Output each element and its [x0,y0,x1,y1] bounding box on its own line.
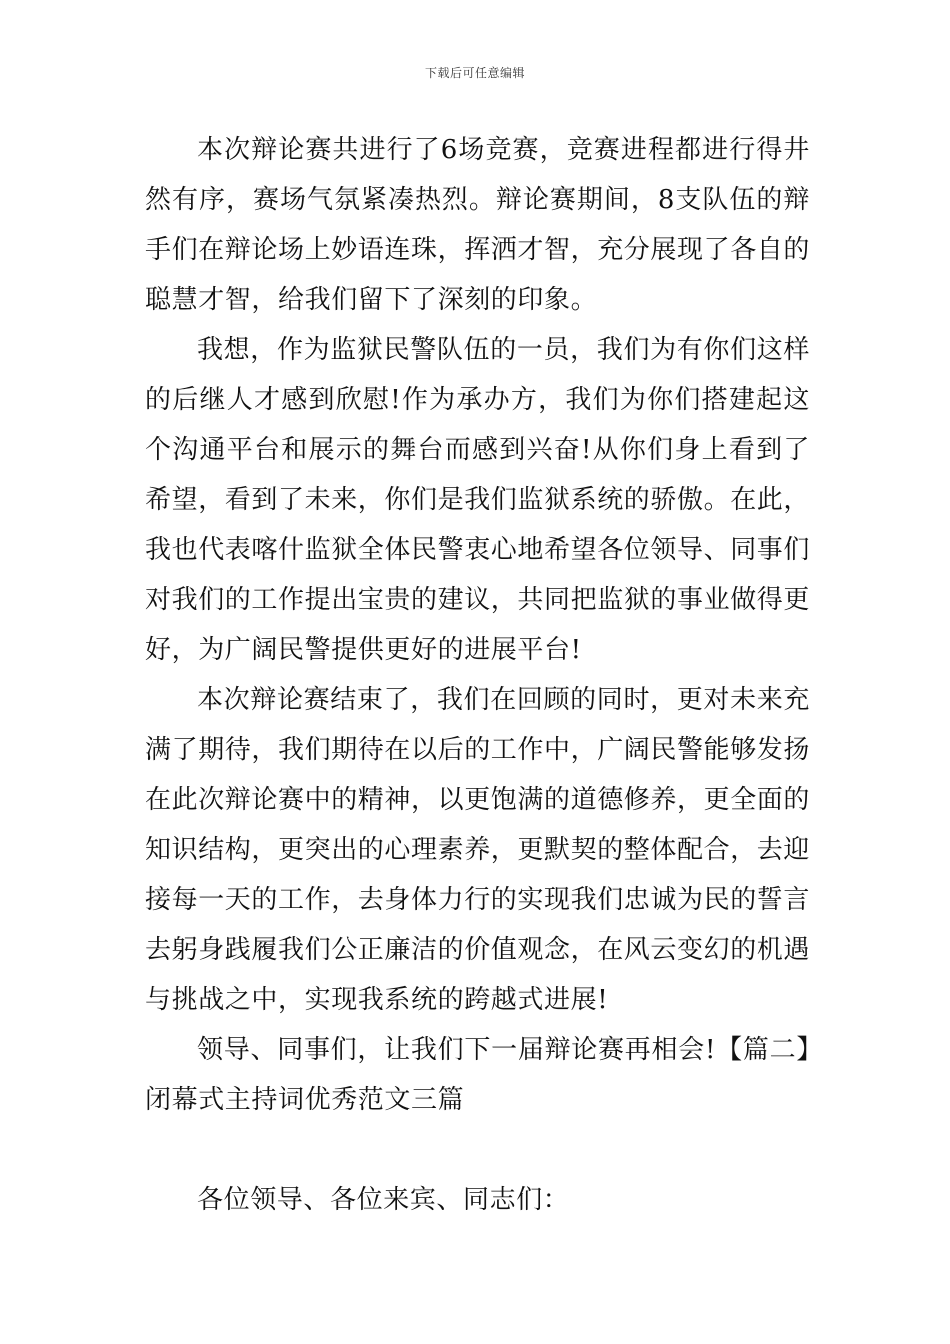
header-note: 下载后可任意编辑 [424,66,525,80]
paragraph-debate-summary: 本次辩论赛共进行了6场竞赛，竞赛进程都进行得井然有序，赛场气氛紧凑热烈。辩论赛期间，8支队伍的辩手们在辩论场上妙语连珠，挥洒才智，充分展现了各自的聪慧才智，给我们留下了深刻的印象。 [145,135,811,315]
paragraph-future-expectation: 本次辩论赛结束了，我们在回顾的同时，更对未来充满了期待，我们期待在以后的工作中，广阔民警能够发扬在此次辩论赛中的精神，以更饱满的道德修养，更全面的知识结构，更突出的心理素养，更默契的整体配合，去迎接每一天的工作，去身体力行的实现我们忠诚为民的誓言去躬身践履我们公正廉洁的价值观念，在风云变幻的机遇与挑战之中，实现我系统的跨越式进展! [145,685,811,1015]
paragraph-police-team: 我想，作为监狱民警队伍的一员，我们为有你们这样的后继人才感到欣慰!作为承办方，我们为你们搭建起这个沟通平台和展示的舞台而感到兴奋!从你们身上看到了希望，看到了未来，你们是我们监狱系统的骄傲。在此，我也代表喀什监狱全体民警衷心地希望各位领导、同事们对我们的工作提出宝贵的建议，共同把监狱的事业做得更好，为广阔民警提供更好的进展平台! [145,335,811,665]
document-body [145,125,810,1225]
paragraph-farewell: 领导、同事们，让我们下一届辩论赛再相会!【篇二】闭幕式主持词优秀范文三篇 [145,1035,810,1115]
paragraph-greeting: 各位领导、各位来宾、同志们： [197,1185,570,1215]
